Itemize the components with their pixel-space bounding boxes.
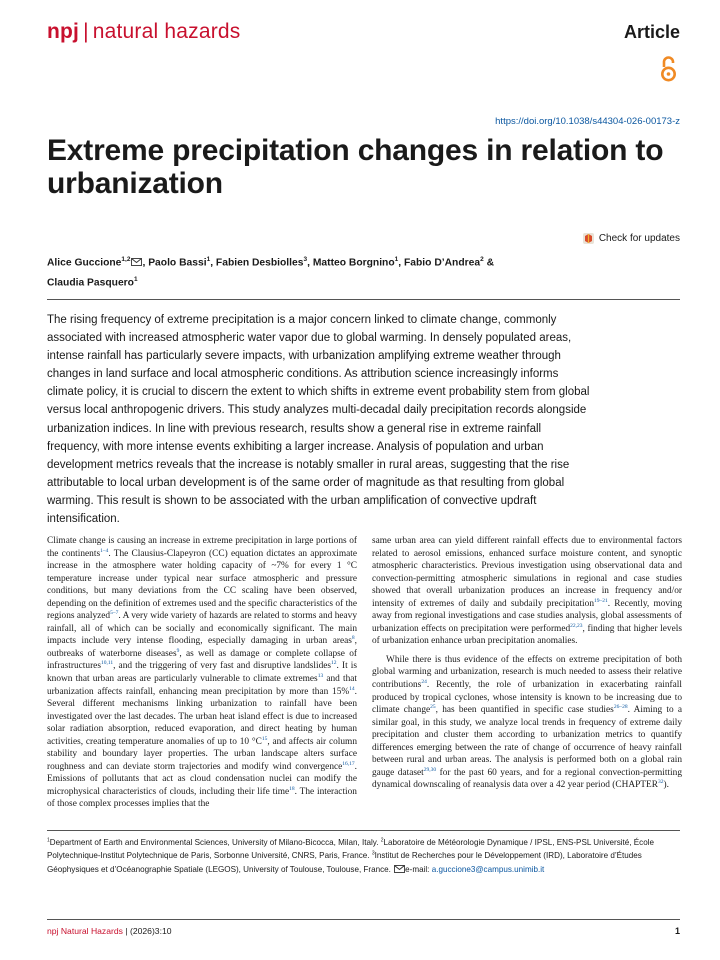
citation-ref[interactable]: 9 xyxy=(176,647,180,654)
open-access-icon xyxy=(660,55,677,83)
body-text: . A very wide variety of hazards are related to storms and heavy rainfall, all of which can be socially and economically significant. The main impacts include very intense flooding, especially damaging in urban areas xyxy=(47,611,357,647)
abstract: The rising frequency of extreme precipitation is a major concern linked to climate change, commonly associated with increased atmospheric water vapor due to global warming. In densely populated areas, intense rainfall has particularly severe impacts, with urbanization amplifying extreme weather through changes in land surface and local atmospheric conditions. As attribution science increasingly informs climate policy, it is crucial to discern the extent to which shifts in extreme event probability stem from global versus local anthropogenic drivers. This study analyzes multi-decadal daily precipitation records alongside urbanization indices. In line with previous research, results show a general rise in extreme rainfall frequency, with more intense events exhibiting a larger increase. Analysis of population and urban development metrics reveals that the increase is notably smaller in rural areas, suggesting that the rise attributable to local urban development is of the same order of magnitude as that resulting from global warming. This result is shown to be associated with the urban amplification of convective updraft intensification. xyxy=(47,314,590,526)
doi-link[interactable]: https://doi.org/10.1038/s44304-026-00173-z xyxy=(495,116,680,127)
body-text: , and affects air column stability and boundary layer properties. The urban landscape alters surface roughness and can deviate storm trajectories and modify wind convergence xyxy=(47,736,357,772)
body-text: Climate change is causing an increase in extreme precipitation in large portions of the continents xyxy=(47,536,357,559)
citation-ref[interactable]: 19–21 xyxy=(594,597,608,604)
body-text: . Aiming to a similar goal, in this study, we analyze local trends in frequency of extreme daily precipitation and cluster them according to urbanization metrics to quantify differences emerging between the rate of change of occurrence of heavy rainfall between rural and urban areas. The analysis is performed both on a global rain gauge dataset xyxy=(372,705,682,778)
body-text: , as well as damage or complete collapse of infrastructures xyxy=(47,648,357,672)
author-separator: & xyxy=(483,257,495,269)
author[interactable]: Claudia Pasquero xyxy=(47,277,134,289)
author-separator: , xyxy=(307,257,313,269)
affiliation-2: Laboratoire de Météorologie Dynamique / IPSL, ENS-PSL Université, École Polytechnique-Institut Polytechnique de Paris, Sorbonne Université, CNRS, Paris, France. xyxy=(47,838,655,861)
affiliation-3: Institut de Recherches pour le Développement (IRD), Laboratoire d’Études Géophysiques et d’Océanographie Spatiale (LEGOS), University of Toulouse, Toulouse, France. xyxy=(47,851,642,874)
mail-icon xyxy=(394,865,405,873)
article-type-label: Article xyxy=(623,22,680,42)
author[interactable]: Alice Guccione xyxy=(47,257,122,269)
body-text: . Emissions of pollutants that act as cloud condensation nuclei can modify the microphysical characteristics of clouds, including their life time xyxy=(47,761,357,797)
affiliation-marker: 1 xyxy=(47,837,50,844)
author[interactable]: Fabien Desbiolles xyxy=(215,257,304,269)
author-affiliation: 2 xyxy=(480,256,484,263)
citation-ref[interactable]: 24 xyxy=(421,678,427,685)
affiliations-footnote xyxy=(47,836,682,876)
citation-ref[interactable]: 8 xyxy=(351,635,355,642)
citation-ref[interactable]: 22,23 xyxy=(570,622,583,629)
affiliation-marker: 3 xyxy=(371,850,375,857)
citation-ref[interactable]: 29,30 xyxy=(423,766,437,773)
journal-separator: | xyxy=(83,20,89,43)
author-affiliation: 3 xyxy=(303,256,308,263)
citation-ref[interactable]: 1–4 xyxy=(100,547,109,554)
citation-ref[interactable]: 16,17 xyxy=(342,760,355,767)
body-paragraph xyxy=(372,535,682,648)
check-updates-label: Check for updates xyxy=(598,233,680,244)
body-text: . Recently, the role of urbanization in exacerbating rainfall produced by tropical cyclones, whose intensity is known to be increasing due to climate change xyxy=(372,680,682,716)
citation-ref[interactable]: 26–28 xyxy=(613,704,628,710)
author-separator: , xyxy=(210,257,216,269)
body-text: ). xyxy=(663,780,669,791)
body-text: . Recently, moving away from regional investigations and case studies analysis, global assessments of urbanization effects on precipitation were performed xyxy=(372,598,682,634)
author-affiliation: 1 xyxy=(133,276,138,284)
citation-ref[interactable]: 18 xyxy=(289,785,295,792)
abstract-top-rule xyxy=(47,299,680,300)
citation-ref[interactable]: 15 xyxy=(261,735,268,742)
body-column-right xyxy=(372,535,682,792)
author[interactable]: Fabio D’Andrea xyxy=(404,257,481,269)
mail-icon[interactable] xyxy=(131,258,142,266)
affiliation-marker: 2 xyxy=(380,837,384,844)
body-text: and that urbanization affects rainfall, enhancing mean precipitation by more than 15% xyxy=(47,674,357,697)
citation-ref[interactable]: 32 xyxy=(657,779,664,786)
citation-ref[interactable]: 25 xyxy=(430,704,436,710)
footer-rule xyxy=(47,919,680,920)
body-text: , has been quantified in specific case studies xyxy=(435,705,614,716)
journal-title: natural hazards xyxy=(92,20,241,43)
author[interactable]: Matteo Borgnino xyxy=(312,257,395,269)
body-text: . Several different mechanisms linking urbanization to rainfall have been investigated over the last decades. The urban heat island effect is due to increased solar radiation absorption, reduced evaporation, and direct heating by human activities, creating temperature anomalies of up to 10 °C xyxy=(47,686,357,747)
email-link[interactable]: a.guccione3@campus.unimib.it xyxy=(431,864,545,874)
footer-citation xyxy=(47,926,172,936)
author-separator: , xyxy=(398,257,404,269)
body-text: . It is known that urban areas are particularly vulnerable to climate extremes xyxy=(47,661,357,685)
citation-ref[interactable]: 10,11 xyxy=(100,660,114,667)
footer-volume: | (2026)3:10 xyxy=(125,926,172,936)
citation-ref[interactable]: 14 xyxy=(349,685,355,692)
page-number: 1 xyxy=(674,926,680,936)
author-affiliation: 1 xyxy=(206,256,211,263)
body-column-left xyxy=(47,535,357,811)
body-text: While there is thus evidence of the effects on extreme precipitation of both global warming and urbanization, research is much needed to assess their relative contributions xyxy=(372,654,682,691)
body-text: . The Clausius-Clapeyron (CC) equation dictates an approximate increase in the atmosphere water holding capacity of ~7% for every 1 °C temperature increase under typical near surface atmospheric and pressure conditions, but many deviations from the CC scaling have been observed, depending on the definition of extremes used and the specific characteristics of the regions analyzed xyxy=(47,548,357,622)
author-affiliation: 1 xyxy=(394,256,399,263)
author-affiliation: 1,2 xyxy=(121,256,131,263)
body-text: same urban area can yield different rainfall effects due to environmental factors related to aerosol emissions, enhanced surface moisture content, and synoptic atmospheric characteristics. Previous investigation using observational data and convection-permitting atmospheric simulations in regional and case studies showed that overall urbanization produces an increase in frequency and/or intensity of extremes of daily and subdaily precipitation xyxy=(372,536,682,609)
citation-ref[interactable]: 5–7 xyxy=(110,610,119,617)
body-text: , outbreaks of waterborne diseases xyxy=(47,636,357,659)
footer-journal[interactable]: npj Natural Hazards xyxy=(47,926,123,936)
email-label: e-mail: xyxy=(405,864,430,874)
body-text: for the past 60 years, and for a regional convection-permitting dynamical downscaling of reanalysis data over a 42 year period (CHAPTER xyxy=(372,767,682,791)
body-paragraph xyxy=(47,535,357,811)
affiliation-1: Department of Earth and Environmental Sciences, University of Milano-Bicocca, Milan, Italy. xyxy=(49,838,379,847)
journal-prefix: npj xyxy=(47,20,80,43)
author-list xyxy=(47,251,647,292)
body-paragraph xyxy=(372,654,682,792)
journal-name xyxy=(47,20,241,44)
body-text: , and the triggering of very fast and disruptive landslides xyxy=(113,661,332,672)
article-title: Extreme precipitation changes in relation to urbanization xyxy=(47,134,664,200)
author-separator: , xyxy=(142,257,149,269)
author[interactable]: Paolo Bassi xyxy=(148,257,207,269)
check-for-updates-button[interactable] xyxy=(582,232,680,245)
footnote-rule xyxy=(47,830,680,831)
citation-ref[interactable]: 12 xyxy=(331,660,337,667)
body-text: , finding that higher levels of urbanization enhance urban precipitation anomalies. xyxy=(372,623,682,647)
citation-ref[interactable]: 13 xyxy=(317,672,324,679)
check-updates-icon xyxy=(582,232,595,245)
body-text: . The interaction of those complex processes implies that the xyxy=(47,786,357,810)
